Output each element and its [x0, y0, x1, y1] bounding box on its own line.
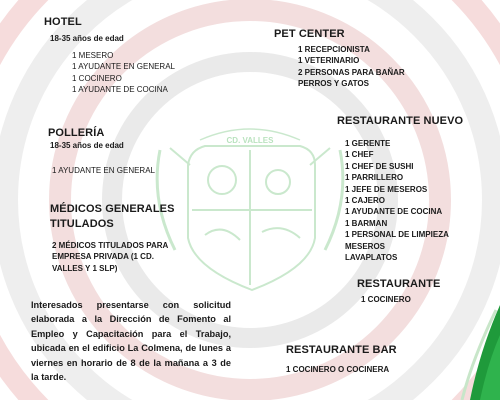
list-item: 1 MESERO: [72, 51, 114, 60]
pet-center-list: [298, 44, 405, 90]
section-title-polleria: POLLERÍA: [48, 127, 105, 139]
city-seal-watermark: [157, 129, 343, 290]
polleria-age: 18-35 años de edad: [50, 141, 124, 150]
section-title-restaurante-nuevo: RESTAURANTE NUEVO: [337, 115, 464, 127]
medicos-title-line: TITULADOS: [50, 218, 114, 230]
list-item: 2 PERSONAS PARA BAÑAR: [298, 67, 405, 77]
list-item: PERROS Y GATOS: [298, 79, 369, 89]
application-instructions: Interesados presentarse con solicitud elaborada a la Dirección de Fomento al Empleo y Capacitación para el Trabajo, ubicada en el edificio La Colmena, de lunes a viernes en horario de 8 de la mañana a 3 de la tarde.: [31, 300, 231, 383]
list-item: 1 RECEPCIONISTA: [298, 45, 370, 54]
list-item: 1 CAJERO: [345, 196, 386, 206]
section-title-hotel: HOTEL: [44, 16, 82, 28]
medicos-list: [52, 240, 168, 274]
list-item: 1 COCINERO: [72, 73, 122, 83]
section-title-medicos: [50, 202, 175, 232]
section-title-restaurante-bar: RESTAURANTE BAR: [286, 344, 397, 356]
list-item: 1 AYUDANTE DE COCINA: [72, 85, 168, 95]
list-item: 1 CHEF: [345, 150, 374, 160]
list-item: 1 AYUDANTE EN GENERAL: [72, 62, 175, 72]
restaurante-list: [361, 294, 411, 305]
list-item: 1 COCINERO O COCINERA: [286, 365, 390, 374]
medicos-title-line: MÉDICOS GENERALES: [50, 203, 175, 215]
list-item: EMPRESA PRIVADA (1 CD.: [52, 252, 154, 262]
restaurante-bar-list: [286, 364, 389, 375]
section-title-restaurante: RESTAURANTE: [357, 278, 441, 290]
list-item: 1 AYUDANTE DE COCINA: [345, 207, 443, 217]
restaurante-nuevo-list: [345, 138, 449, 263]
list-item: 1 BARMAN: [345, 218, 388, 228]
list-item: 1 VETERINARIO: [298, 56, 360, 66]
seal-text: CD. VALLES: [226, 136, 274, 145]
list-item: 1 PERSONAL DE LIMPIEZA: [345, 230, 449, 240]
list-item: 1 GERENTE: [345, 139, 391, 148]
section-title-pet-center: PET CENTER: [274, 28, 345, 40]
hotel-age: 18-35 años de edad: [50, 34, 124, 43]
list-item: 1 COCINERO: [361, 295, 411, 304]
polleria-list: [52, 165, 155, 176]
list-item: MESEROS: [345, 241, 386, 251]
list-item: 1 AYUDANTE EN GENERAL: [52, 166, 155, 175]
list-item: LAVAPLATOS: [345, 253, 398, 263]
list-item: 1 PARRILLERO: [345, 173, 404, 183]
list-item: 1 CHEF DE SUSHI: [345, 161, 414, 171]
list-item: 2 MÉDICOS TITULADOS PARA: [52, 241, 169, 250]
list-item: 1 JEFE DE MESEROS: [345, 184, 428, 194]
list-item: VALLES Y 1 SLP): [52, 263, 118, 273]
hotel-list: [72, 50, 175, 96]
